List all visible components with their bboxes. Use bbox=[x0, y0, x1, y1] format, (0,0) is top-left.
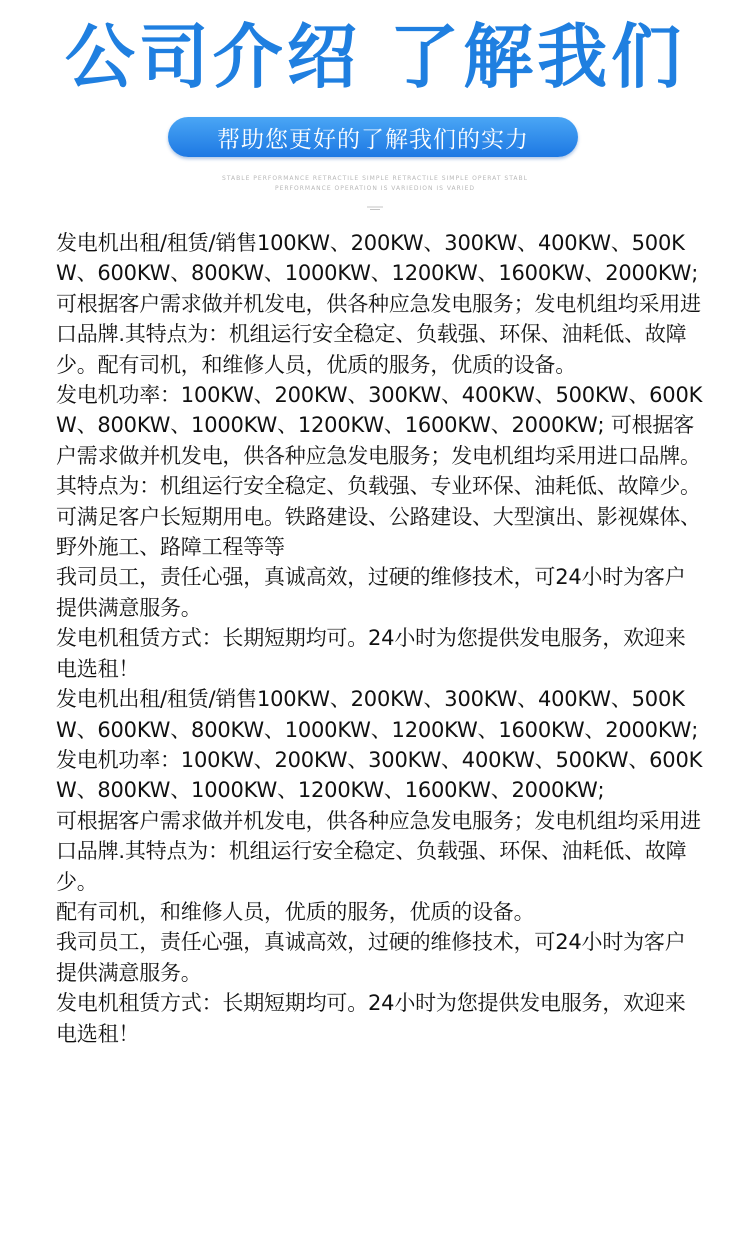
paragraph-rental-terms-repeat: 发电机租赁方式：长期短期均可。24小时为您提供发电服务，欢迎来电选租！ bbox=[56, 991, 686, 1046]
paragraph-use-cases: 可满足客户长短期用电。铁路建设、公路建设、大型演出、影视媒体、野外施工、路障工程等等 bbox=[56, 504, 701, 560]
paragraph-parallel-service: 可根据客户需求做并机发电，供各种应急发电服务；发电机组均采用进口品牌.其特点为：机组运行安全稳定、负载强、环保、油耗低、故障少。配有司机，和维修人员，优质的服务，优质的设备。 bbox=[56, 291, 701, 377]
paragraph-rental-terms: 发电机租赁方式：长期短期均可。24小时为您提供发电服务，欢迎来电选租！ bbox=[56, 626, 686, 681]
paragraph-staff-repeat: 我司员工，责任心强，真诚高效，过硬的维修技术，可24小时为客户提供满意服务。 bbox=[56, 930, 686, 985]
paragraph-features: 其特点为：机组运行安全稳定、负载强、专业环保、油耗低、故障少。 bbox=[56, 474, 701, 499]
decorative-tagline-1: STABLE PERFORMANCE RETRACTILE SIMPLE RETRACTILE SIMPLE OPERAT STABL bbox=[222, 175, 528, 182]
subtitle-text: 帮助您更好的了解我们的实力 bbox=[217, 126, 529, 153]
paragraph-drivers: 配有司机，和维修人员，优质的服务，优质的设备。 bbox=[56, 899, 535, 924]
paragraph-rental-sales-repeat: 发电机出租/租赁/销售100KW、200KW、300KW、400KW、500KW、600KW、800KW、1000KW、1200KW、1600KW、2000KW; bbox=[56, 687, 699, 742]
paragraph-rental-sales: 发电机出租/租赁/销售100KW、200KW、300KW、400KW、500KW、600KW、800KW、1000KW、1200KW、1600KW、2000KW; bbox=[56, 231, 699, 286]
paragraph-power-ratings-repeat: 发电机功率：100KW、200KW、300KW、400KW、500KW、600KW、800KW、1000KW、1200KW、1600KW、2000KW; bbox=[56, 747, 703, 803]
page-header bbox=[0, 0, 750, 230]
page-title: 公司介绍 了解我们 bbox=[64, 16, 686, 98]
decorative-tagline-2: PERFORMANCE OPERATION IS VARIEDION IS VARIED bbox=[274, 185, 476, 192]
paragraph-power-ratings: 发电机功率：100KW、200KW、300KW、400KW、500KW、600KW、800KW、1000KW、1200KW、1600KW、2000KW; 可根据客户需求做并机发电，供各种应急发电服务；发电机组均采用进口品牌。 bbox=[56, 383, 703, 468]
divider-ornament-icon bbox=[366, 205, 384, 211]
subtitle-banner bbox=[168, 117, 578, 157]
article-body bbox=[56, 228, 706, 1049]
paragraph-parallel-service-repeat: 可根据客户需求做并机发电，供各种应急发电服务；发电机组均采用进口品牌.其特点为：机组运行安全稳定、负载强、环保、油耗低、故障少。 bbox=[56, 808, 701, 894]
paragraph-staff: 我司员工，责任心强，真诚高效，过硬的维修技术，可24小时为客户提供满意服务。 bbox=[56, 565, 686, 620]
